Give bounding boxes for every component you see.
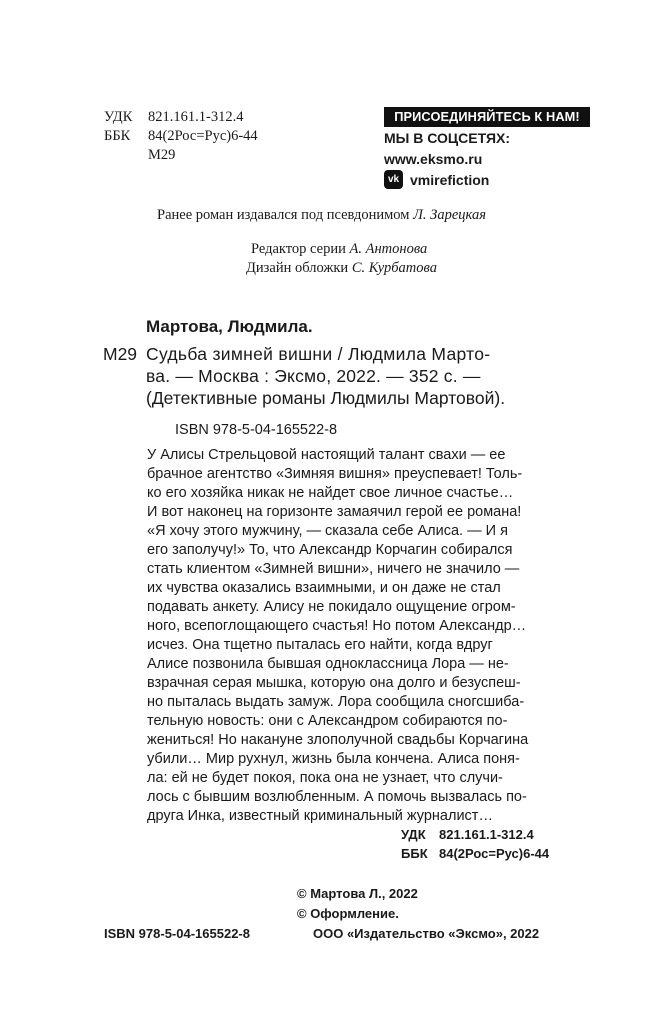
isbn: ISBN 978-5-04-165522-8 [175,422,338,438]
bbk-label: ББК [401,846,428,861]
annotation-line: У Алисы Стрельцовой настоящий талант свахи — ее [147,447,506,463]
designer-name: С. Курбатова [351,260,437,276]
annotation-line: его заполучу!» То, что Александр Корчагин собирался [147,542,513,558]
author-mark: М29 [103,344,138,364]
udk-label: УДК [401,827,426,842]
udk-value: 821.161.1-312.4 [148,109,244,125]
pseudonym-note [157,206,486,224]
annotation-line: «Я хочу этого мужчину, — сказала себе Алиса. — И я [147,523,508,539]
pseudonym-text: Ранее роман издавался под псевдонимом [157,207,410,223]
bib-line: Судьба зимней вишни / Людмила Марто- [146,344,491,364]
annotation-line: подавать анкету. Алису не покидало ощущение огром- [147,599,516,615]
bbk-row-top [104,127,258,145]
bbk-label: ББК [104,128,131,144]
pseudonym-name: Л. Зарецкая [413,207,486,223]
udk-row-bottom [401,826,534,843]
udk-label: УДК [104,109,133,125]
bbk-row-bottom [401,845,549,862]
annotation-line: но пыталась выдать замуж. Лора сообщила сногсшиба- [147,694,525,710]
vk-handle[interactable]: vmirefiction [410,172,490,188]
bib-line: ва. — Москва : Эксмо, 2022. — 352 с. — [146,366,481,386]
isbn-bottom: ISBN 978-5-04-165522-8 [104,926,250,941]
bbk-value: 84(2Рос=Рус)6-44 [148,128,258,144]
annotation-line: Алисе позвонила бывшая одноклассница Лора — не- [147,656,509,672]
annotation-line: исчез. Она тщетно пыталась его найти, когда вдруг [147,637,493,653]
annotation-line: взрачная серая мышка, которую она долго и безуспеш- [147,675,521,691]
annotation-line: жениться! Но накануне злополучной свадьбы Корчагина [147,732,529,748]
editor-name: А. Антонова [349,241,428,257]
author-mark-top: М29 [148,147,176,163]
annotation-line: друга Инка, известный криминальный журналист… [147,808,493,824]
social-heading: МЫ В СОЦСЕТЯХ: [384,130,511,146]
join-us-banner: ПРИСОЕДИНЯЙТЕСЬ К НАМ! [384,107,590,127]
bib-line: (Детективные романы Людмилы Мартовой). [146,388,506,408]
copyright-design: © Оформление. [297,906,399,921]
annotation-line: ла: ей не будет покоя, пока она не узнает, что случи- [147,770,503,786]
cover-designer [246,259,437,277]
annotation-line: убили… Мир рухнул, жизнь была кончена. Алиса поня- [147,751,520,767]
annotation-line: тельную новость: они с Александром собираются по- [147,713,508,729]
annotation-line: лось с бывшим возлюбленным. А помочь вызвалась по- [147,789,527,805]
annotation-line: ного, всепоглощающего счастья! Но потом Александр… [147,618,527,634]
editor-text: Редактор серии [251,241,346,257]
designer-text: Дизайн обложки [246,260,349,276]
annotation-line: брачное агентство «Зимняя вишня» преуспевает! Толь- [147,466,523,482]
annotation-line: их чувства оказались взаимными, и он даже не стал [147,580,501,596]
vk-icon[interactable]: vk [384,170,403,189]
site-link[interactable]: www.eksmo.ru [384,151,483,167]
annotation-line: И вот наконец на горизонте замаячил герой ее романа! [147,504,522,520]
bbk-value: 84(2Рос=Рус)6-44 [439,846,550,861]
author-heading: Мартова, Людмила. [146,317,313,336]
udk-row-top [104,108,243,126]
udk-value: 821.161.1-312.4 [439,827,534,842]
copyright-author: © Мартова Л., 2022 [297,886,418,901]
series-editor [251,240,427,258]
annotation-line: ко его хозяйка никак не найдет свое личное счастье… [147,485,514,501]
annotation-line: стать клиентом «Зимней вишни», ничего не значило — [147,561,520,577]
copyright-publisher: ООО «Издательство «Эксмо», 2022 [313,926,540,941]
